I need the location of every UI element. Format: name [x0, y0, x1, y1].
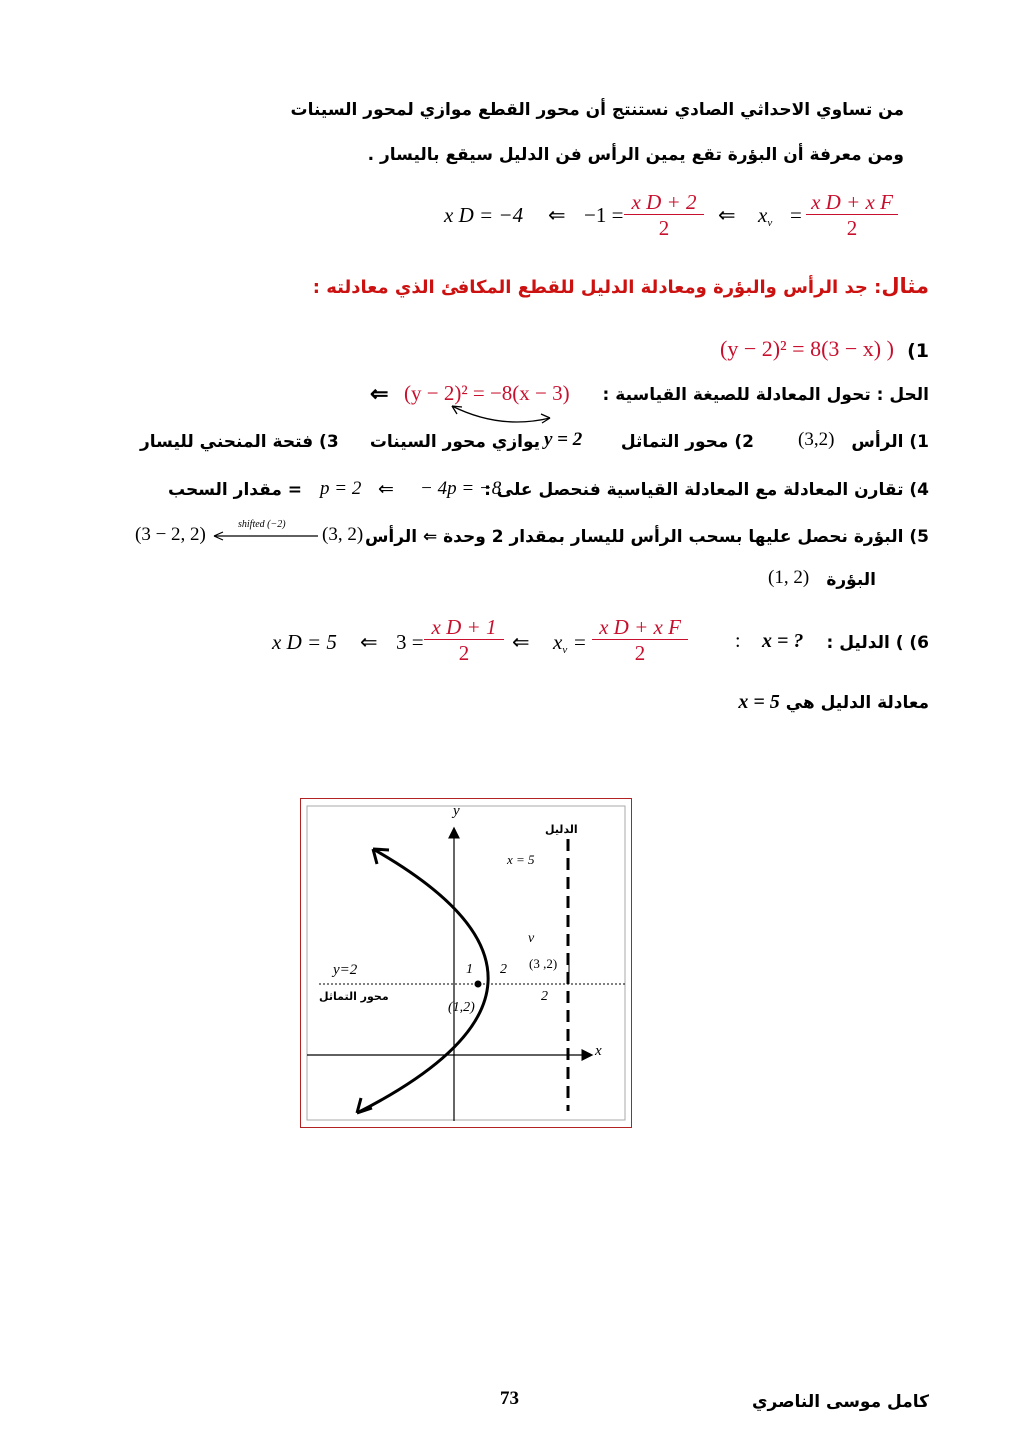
numerator: x D + x F — [592, 615, 688, 640]
focus-point — [475, 981, 482, 988]
directrix-eq-label: x = 5 — [507, 852, 535, 867]
vertex-label: (3 ,2) — [529, 956, 558, 971]
compare-arrow — [440, 400, 560, 430]
step-5-text: 5) البؤرة نحصل عليها بسحب الرأس لليسار بمقدار 2 وحدة ⇐ الرأس — [364, 527, 929, 547]
xv-symbol: $x_v$ — [758, 203, 773, 229]
result-xd-minus-4: x D = −4 — [444, 203, 524, 227]
example-text: : جد الرأس والبؤرة ومعادلة الدليل للقطع المكافئ الذي معادلته : — [312, 277, 882, 298]
x-axis-label: x — [595, 1043, 602, 1059]
lhs-minus-1: −1 = — [584, 203, 624, 227]
solution-label: الحل : تحول المعادلة للصيغة القياسية : — [602, 385, 929, 405]
vertex-label: 1) الرأس — [851, 432, 929, 452]
shift-amount-label: = مقدار السحب — [168, 480, 303, 500]
parabola-curve — [357, 849, 488, 1113]
implies-arrow: ⇐ — [360, 630, 378, 654]
step-4-math: − 4p = −8 — [420, 478, 502, 499]
shift-label: shifted (−2) — [238, 519, 286, 530]
step-6-label: 6) ) الدليل : — [826, 633, 929, 653]
parabola-figure — [300, 798, 632, 1128]
footer-author: كامل موسى الناصري — [751, 1392, 929, 1412]
distance-2-below-label: 2 — [541, 989, 548, 1004]
focus-point-label: (1,2) — [448, 1000, 475, 1015]
problem-equation: (y − 2)² = 8(3 − x) ) — [720, 336, 894, 361]
example-title — [313, 274, 929, 298]
distance-1-label: 1 — [466, 962, 473, 977]
y-axis-label: y — [453, 803, 460, 819]
denominator: 2 — [658, 216, 670, 240]
directrix-word: الدليل — [545, 823, 578, 836]
implies-arrow: ⇐ — [370, 381, 389, 406]
intro-line-1: من تساوي الاحداثي الصادي نستنتج أن محور القطع موازي لمحور السينات — [290, 100, 904, 120]
lhs-3: 3 = — [396, 630, 424, 654]
shift-arrow — [210, 530, 320, 542]
x-question: x = ? — [762, 630, 804, 652]
page-number: 73 — [500, 1388, 519, 1409]
denominator: 2 — [846, 216, 858, 240]
colon: : — [735, 630, 741, 652]
intro-line-2: ومن معرفة أن البؤرة تقع يمين الرأس فن الدليل سيقع باليسار . — [367, 145, 904, 165]
equals-sign: = — [790, 203, 802, 227]
step-5-vertex: (3, 2) — [322, 524, 364, 545]
fraction-xd-plus-xf-2 — [592, 615, 688, 666]
step-5-result: (3 − 2, 2) — [135, 524, 206, 545]
fraction-xd-plus-2 — [624, 190, 704, 241]
curve-opening: 3) فتحة المنحني لليسار — [140, 432, 339, 452]
axis-value: y = 2 — [544, 429, 583, 450]
axis-of-symmetry-label: محور التماثل — [319, 990, 389, 1003]
standard-form-equation: (y − 2)² = −8(x − 3) — [404, 381, 570, 405]
implies-arrow: ⇐ — [512, 630, 530, 654]
result-xd-5: x D = 5 — [272, 630, 337, 654]
axis-label: 2) محور التماثل — [620, 432, 754, 452]
implies-arrow: ⇐ — [548, 203, 566, 227]
denominator: 2 — [458, 641, 470, 665]
focus-value: (1, 2) — [768, 567, 810, 588]
directrix-equation: معادلة الدليل هي x = 5 — [738, 691, 929, 713]
distance-2-label: 2 — [500, 962, 507, 977]
implies-arrow: ⇐ — [378, 479, 394, 500]
denominator: 2 — [634, 641, 646, 665]
axis-parallel: يوازي محور السينات — [369, 432, 540, 452]
fraction-xd-plus-1 — [424, 615, 504, 666]
numerator: x D + x F — [806, 190, 898, 215]
example-label: مثال — [881, 274, 929, 298]
y2-label: y=2 — [333, 962, 358, 978]
numerator: x D + 2 — [624, 190, 704, 215]
fraction-xd-plus-xf — [806, 190, 898, 241]
focus-label: البؤرة — [826, 570, 876, 590]
p-value: p = 2 — [320, 478, 362, 499]
vertex-value: (3,2) — [798, 429, 835, 450]
v-label: v — [528, 931, 535, 946]
step-4-text: 4) تقارن المعادلة مع المعادلة القياسية فنحصل على : — [484, 480, 929, 500]
xv-symbol-2: $x_v$ — [553, 630, 568, 656]
problem-number: 1) — [907, 340, 929, 362]
equals-sign: = — [574, 630, 586, 654]
numerator: x D + 1 — [424, 615, 504, 640]
implies-arrow: ⇐ — [718, 203, 736, 227]
